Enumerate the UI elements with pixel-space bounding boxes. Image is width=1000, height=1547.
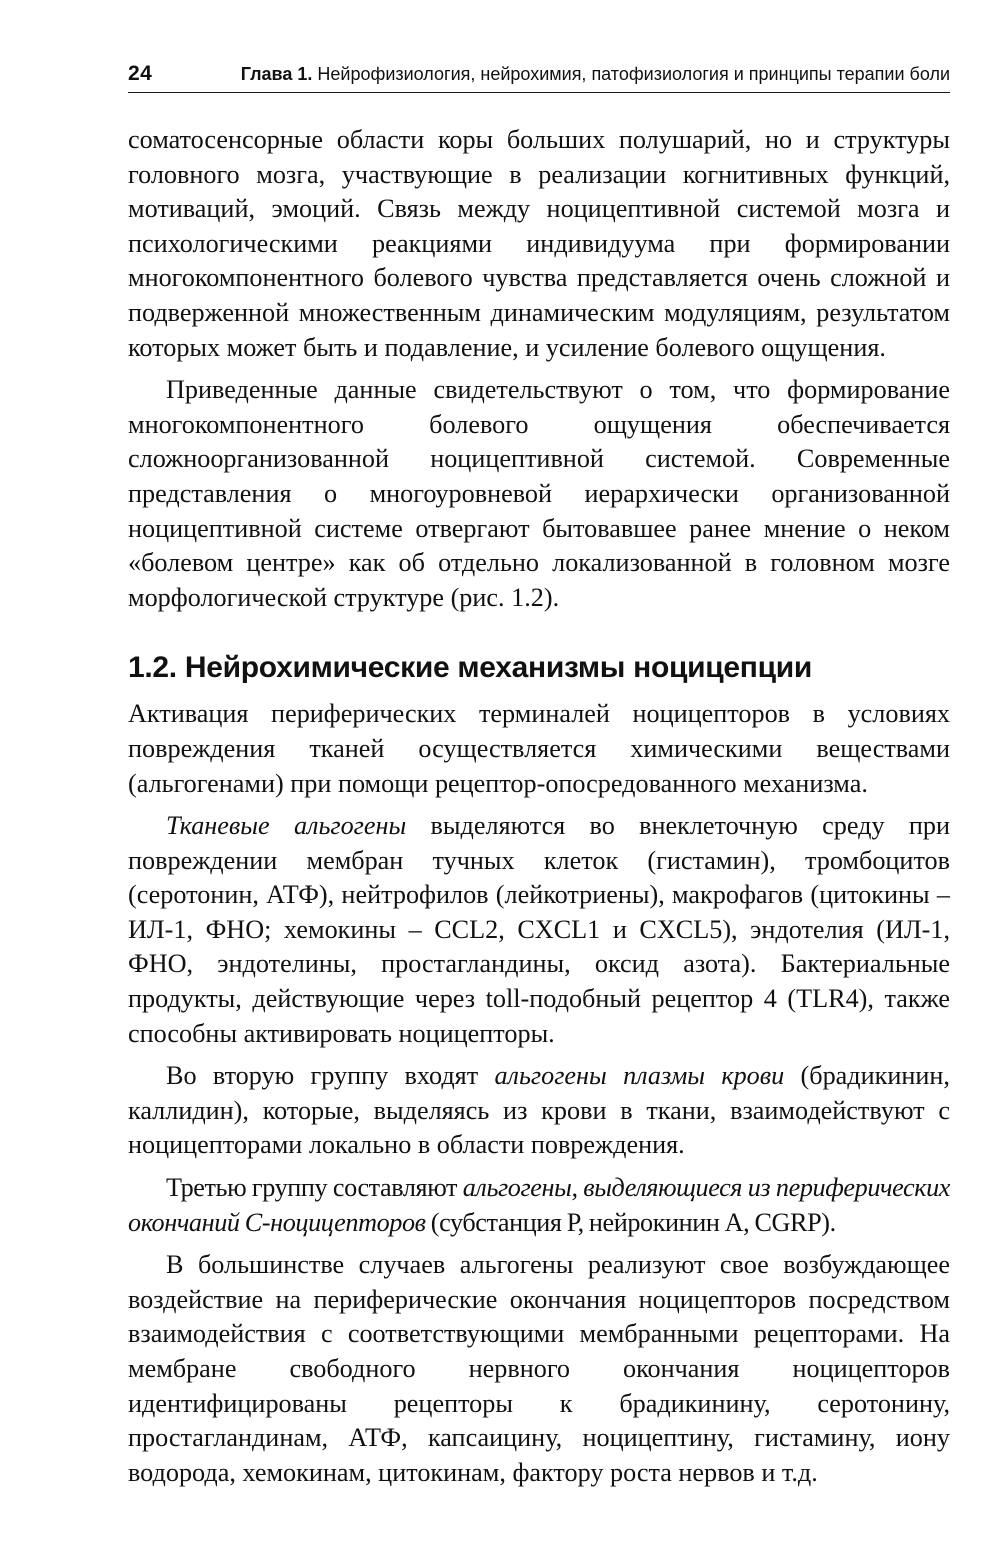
page-header [128, 52, 950, 93]
paragraph-plasma-algogens: Во вторую группу входят альгогены плазмы крови (брадикинин, каллидин), которые, выделяясь из крови в ткани, взаимодействуют с ноцицепторами локально в области повреждения. [128, 1061, 950, 1160]
term-tissue-algogens: Тканевые альгогены [166, 811, 407, 841]
chapter-title: Нейрофизиология, нейрохимия, патофизиология и принципы терапии боли [317, 64, 950, 84]
paragraph-continuation: соматосенсорные области коры больших полушарий, но и структуры головного мозга, участвующие в реализации когнитивных функций, мотиваций, эмоций. Связь между ноцицептивной системой мозга и психологическими реакциями индивидуума при формировании многокомпонентного болевого чувства представляется очень сложной и подверженной множественным динамическим модуляциям, результатом которых может быть и подавление, и усиление болевого ощущения. [128, 125, 950, 362]
page-body [128, 123, 950, 1490]
paragraph-activation: Активация периферических терминалей ноцицепторов в условиях повреждения тканей осуществляется химическими веществами (альгогенами) при помощи рецептор-опосредованного механизма. [128, 699, 950, 798]
running-title [241, 64, 950, 85]
paragraph-receptors: В большинстве случаев альгогены реализуют свое возбуждающее воздействие на периферические окончания ноцицепторов посредством взаимодействия с соответствующими мембранными рецепторами. На мембране свободного нервного окончания ноцицепторов идентифицированы рецепторы к брадикинину, серотонину, простагландинам, АТФ, капсаицину, ноцицептину, гистамину, иону водорода, хемокинам, цитокинам, фактору роста нервов и т.д. [128, 1250, 950, 1487]
page-number: 24 [128, 62, 153, 85]
paragraph-c-nociceptor-algogens: Третью группу составляют альгогены, выделяющиеся из периферических окончаний С-ноцицепторов (субстанция Р, нейрокинин А, CGRP). [128, 1173, 950, 1237]
term-c-nociceptor-algogens: альгогены, выделяющиеся из периферических окончаний С-ноцицепторов [128, 1173, 950, 1237]
term-plasma-algogens: альгогены плазмы крови [494, 1061, 785, 1091]
paragraph-nociceptive-system: Приведенные данные свидетельствуют о том, что формирование многокомпонентного болевого ощущения обеспечивается сложноорганизованной ноцицептивной системой. Современные представления о многоуровневой иерархически организованной ноцицептивной системе отвергают бытовавшее ранее мнение о неком «болевом центре» как об отдельно локализованной в головном мозге морфологической структуре (рис. 1.2). [128, 375, 950, 612]
chapter-label: Глава 1. [240, 64, 313, 84]
section-heading: 1.2. Нейрохимические механизмы ноцицепции [128, 651, 813, 685]
paragraph-tissue-algogens: Тканевые альгогены выделяются во внеклеточную среду при повреждении мембран тучных клеток (гистамин), тромбоцитов (серотонин, АТФ), нейтрофилов (лейкотриены), макрофагов (цитокины – ИЛ-1, ФНО; хемокины – CCL2, CXCL1 и CXCL5), эндотелия (ИЛ-1, ФНО, эндотелины, простагландины, оксид азота). Бактериальные продукты, действующие через toll-подобный рецептор 4 (TLR4), также способны активировать ноцицепторы. [128, 811, 950, 1048]
